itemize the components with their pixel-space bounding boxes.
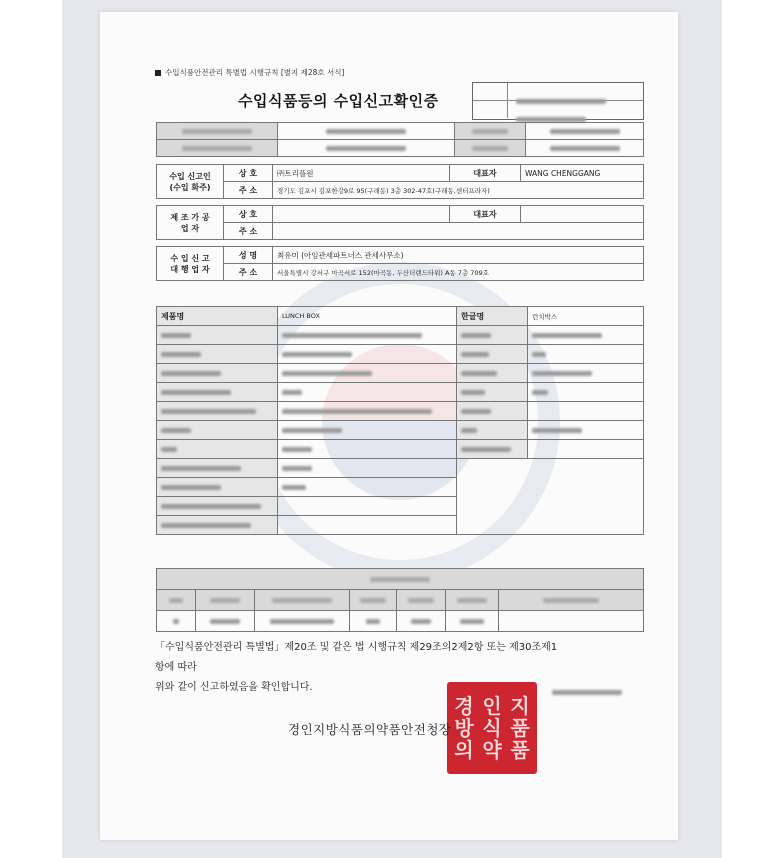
korean-name-label: 한글명 (457, 307, 528, 326)
importer-name-label: 상 호 (224, 165, 273, 182)
processing-box (472, 82, 644, 120)
manufacturer-address-label: 주 소 (224, 223, 273, 240)
importer-address-label: 주 소 (224, 182, 273, 199)
manufacturer-rep-label: 대표자 (450, 206, 521, 223)
statement-line-3: 위와 같이 신고하였음을 확인합니다. (155, 682, 313, 693)
agent-section-label: 수 입 신 고 대 행 업 자 (157, 247, 224, 281)
product-name-label: 제품명 (157, 307, 278, 326)
importer-rep-label: 대표자 (450, 165, 521, 182)
agent-address: 서울특별시 강서구 마곡서로 152(마곡동, 두산더랜드타워) A동 7층 709호 (273, 264, 644, 281)
importer-address: 경기도 김포시 김포한강9로 95(구래동) 3층 302-47호(구래동,센터프라자) (273, 182, 644, 199)
agent-name-label: 성 명 (224, 247, 273, 264)
backdrop-left (0, 0, 62, 858)
party-table (156, 164, 644, 281)
importer-rep: WANG CHENGGANG (521, 165, 644, 182)
product-name: LUNCH BOX (278, 307, 457, 326)
importer-name: ㈜트리플원 (273, 165, 450, 182)
manufacturer-rep (521, 206, 644, 223)
manufacturer-name-label: 상 호 (224, 206, 273, 223)
importer-section-label: 수입 신고인 (수입 화주) (157, 165, 224, 199)
statement-line-1: 「수입식품안전관리 특별법」제20조 및 같은 법 시행규칙 제29조의2제2항 또는 제30조제1 (155, 642, 558, 653)
agent-name: 최유미 (아임관세파트너스 관세사무소) (273, 247, 644, 264)
korean-name: 런치박스 (528, 307, 644, 326)
product-detail-table (156, 568, 644, 632)
manufacturer-section-label: 제 조 가 공 업 자 (157, 206, 224, 240)
signer-title: 경인지방식품의약품안전청장 (288, 722, 452, 737)
certificate-document (100, 12, 678, 840)
square-bullet-icon (155, 70, 161, 76)
official-seal: 경 인 지 방 식 품 의 약 품 (447, 682, 537, 774)
product-table (156, 306, 644, 535)
form-note (155, 67, 344, 78)
document-title: 수입식품등의 수입신고확인증 (238, 92, 439, 110)
manufacturer-name (273, 206, 450, 223)
issue-date-redacted (552, 680, 622, 699)
agent-address-label: 주 소 (224, 264, 273, 281)
backdrop-right (722, 0, 780, 858)
manufacturer-address (273, 223, 644, 240)
registration-table (156, 122, 644, 157)
form-note-text: 수입식품안전관리 특별법 시행규칙 [별지 제28호 서식] (165, 68, 345, 77)
statement-line-2: 항에 따라 (155, 662, 197, 673)
